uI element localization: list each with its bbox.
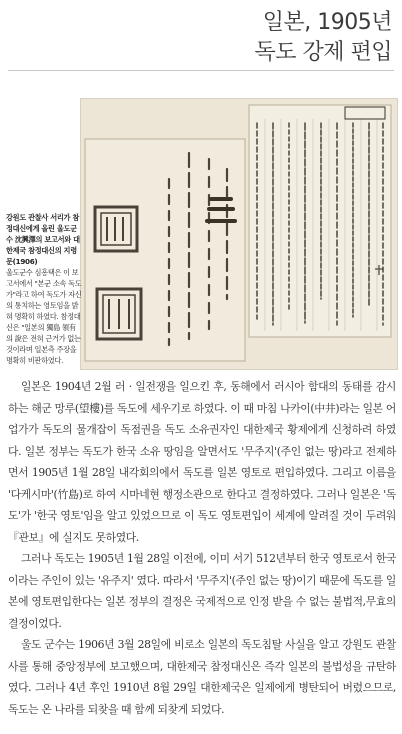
body-text [8,376,396,720]
paragraph-3: 울도 군수는 1906년 3월 28일에 비로소 일본의 독도침탈 사실을 알고 강원도 관찰사를 통해 중앙정부에 보고했으며, 대한제국 참정대신은 즉각 일본의 불법성을 규탄하였다. 그러나 4년 후인 1910년 8월 29일 대한제국은 일제에게 병탄되어 버렸으므로, 독도는 온 나라를 되찾을 때 함께 되찾게 되었다. [8,638,396,716]
caption-title: 강원도 관찰사 서리가 참정대신에게 올린 울도군수 沈興澤의 보고서와 대한제국 참정대신의 지령문(1906) [6,213,80,266]
caption-text: 울도군수 심흥택은 이 보고서에서 "본군 소속 독도가"라고 하여 독도가 자신의 통치하는 영토임을 밝혀 명확히 하였다. 참정대신은 "일본의 獨島 領有의 說은 전혀 근거가 없는 것이라며 일본측 주장을 명확히 비판하였다. [6,268,82,365]
page-title-line-2: 독도 강제 편입 [254,40,392,65]
document-illustration [81,99,397,369]
title-divider [8,70,394,71]
paragraph-2: 그러나 독도는 1905년 1월 28일 이전에, 이미 서기 512년부터 한국 영토로서 한국이라는 주인이 있는 '유주지' 였다. 따라서 '무주지'(주인 없는 땅)이기 때문에 독도를 일본에 영토편입한다는 일본 정부의 결정은 국제적으로 인정 받을 수 없는 불법적,무효의 결정이었다. [8,552,396,630]
page-title-line-1: 일본, 1905년 [262,10,392,35]
paragraph-1: 일본은 1904년 2월 러 · 일전쟁을 일으킨 후, 동해에서 러시아 함대의 동태를 감시하는 해군 망루(望樓)를 독도에 세우기로 하였다. 이 때 마침 나카이(中井)라는 일본 어업가가 독도의 물개잡이 독점권을 독도 소유권자인 대한제국 황제에게 신청하려 하였다. 일본 정부는 독도가 한국 소유 땅임을 알면서도 '무주지'(주인 없는 땅)라고 전제하면서 1905년 1월 28일 내각회의에서 독도를 일본 영토로 편입하였다. 그리고 이름을 '다케시마'(竹島)로 하여 시마네현 행정소관으로 한다고 결정하였다. 그러나 일본은 '독도'가 '한국 영토'임을 알고 있었으므로 이 독도 영토편입이 세계에 알려질 것이 두려워 『관보』에 실지도 못하였다. [8,380,396,544]
historical-document-photo [80,98,398,370]
title-block [255,8,393,68]
image-caption [6,212,82,366]
